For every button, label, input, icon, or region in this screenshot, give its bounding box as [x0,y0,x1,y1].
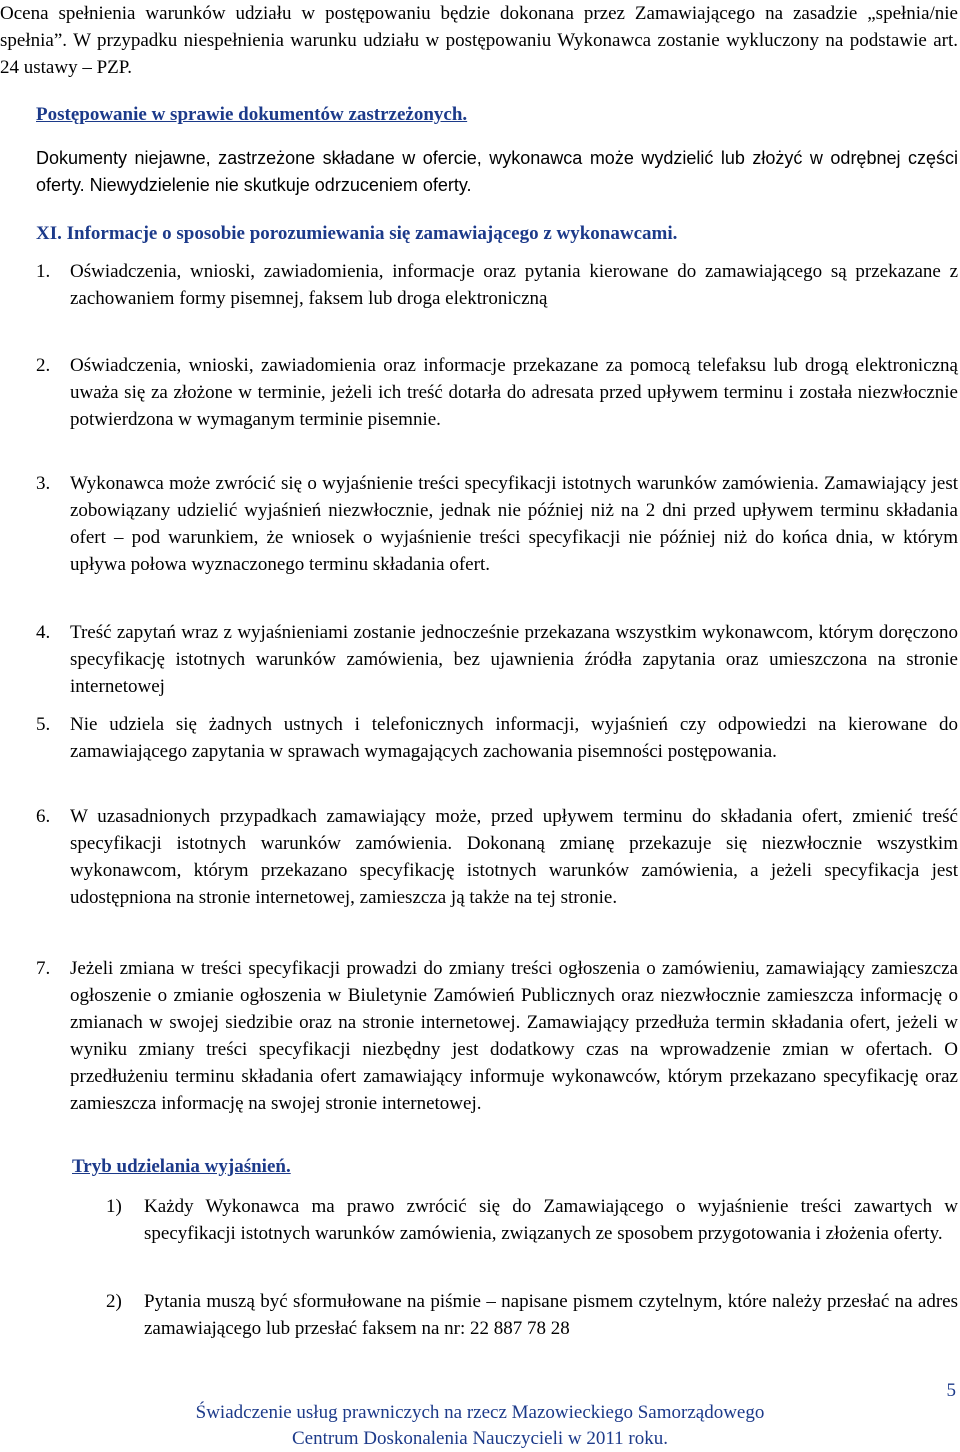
list-item-6 [36,803,958,911]
confidential-heading: Postępowanie w sprawie dokumentów zastrzeżonych. [36,104,468,125]
list-item-5 [36,711,958,765]
list-item-number: 4. [36,622,51,643]
tryb-heading: Tryb udzielania wyjaśnień. [72,1156,291,1177]
list-item-text: Treść zapytań wraz z wyjaśnieniami zostanie jednocześnie przekazana wszystkim wykonawcom, którym doręczono specyfikację istotnych warunków zamówienia, bez ujawnienia źródła zapytania oraz umieszczona na stronie internetowej [70,622,958,697]
list-item-4 [36,619,958,700]
sub-item-2 [106,1288,958,1342]
list-item-text: Oświadczenia, wnioski, zawiadomienia, informacje oraz pytania kierowane do zamawiającego są przekazane z zachowaniem formy pisemnej, faksem lub droga elektroniczną [70,261,958,309]
sub-item-text: Każdy Wykonawca ma prawo zwrócić się do Zamawiającego o wyjaśnienie treści zawartych w specyfikacji istotnych warunków zamówienia, związanych ze sposobem przygotowania i złożenia oferty. [144,1196,958,1244]
list-item-text: Oświadczenia, wnioski, zawiadomienia oraz informacje przekazane za pomocą telefaksu lub drogą elektroniczną uważa się za złożone w terminie, jeżeli ich treść dotarła do adresata przed upływem terminu i została niezwłocznie potwierdzona w wymaganym terminie pisemnie. [70,355,958,430]
list-item-text: Nie udziela się żadnych ustnych i telefonicznych informacji, wyjaśnień czy odpowiedzi na kierowane do zamawiającego zapytania w sprawach wymagających zachowania pisemności postępowania. [70,714,958,762]
page-number: 5 [946,1380,956,1401]
list-item-3 [36,470,958,578]
confidential-body: Dokumenty niejawne, zastrzeżone składane w ofercie, wykonawca może wydzielić lub złożyć w odrębnej części oferty. Niewydzielenie nie skutkuje odrzuceniem oferty. [36,148,958,195]
confidential-text [36,145,958,199]
list-item-1 [36,258,958,312]
list-item-2 [36,352,958,433]
sub-item-1 [106,1193,958,1247]
list-item-number: 2. [36,355,51,376]
sub-item-number: 2) [106,1291,122,1312]
section-xi-heading: XI. Informacje o sposobie porozumiewania się zamawiającego z wykonawcami. [36,223,678,244]
list-item-number: 7. [36,958,51,979]
list-item-text: Wykonawca może zwrócić się o wyjaśnienie treści specyfikacji istotnych warunków zamówienia. Zamawiający jest zobowiązany udzielić wyjaśnień niezwłocznie, jednak nie później niż na 2 dni przed upływem terminu składania ofert – pod warunkiem, że wniosek o wyjaśnienie treści specyfikacji nie później niż do końca dnia, w którym upływa połowa wyznaczonego terminu składania ofert. [70,473,958,575]
list-item-text: Jeżeli zmiana w treści specyfikacji prowadzi do zmiany treści ogłoszenia o zamówieniu, zamawiający zamieszcza ogłoszenie o zmianie ogłoszenia w Biuletynie Zamówień Publicznych oraz niezwłocznie zamieszcza informację o zmianach w swojej siedzibie oraz na stronie internetowej. Zamawiający przedłuża termin składania ofert, jeżeli w wyniku zmiany treści specyfikacji niezbędny jest dodatkowy czas na wprowadzenie zmian w ofertach. O przedłużeniu terminu składania ofert zamawiający informuje wykonawców, którym przekazano specyfikację oraz zamieszcza informację na swojej stronie internetowej. [70,958,958,1114]
list-item-number: 1. [36,261,51,282]
sub-item-text: Pytania muszą być sformułowane na piśmie – napisane pismem czytelnym, które należy przesłać na adres zamawiającego lub przesłać faksem na nr: 22 887 78 28 [144,1291,958,1339]
list-item-text: W uzasadnionych przypadkach zamawiający może, przed upływem terminu do składania ofert, zmienić treść specyfikacji istotnych warunków zamówienia. Dokonaną zmianę przekazuje się niezwłocznie wszystkim wykonawcom, którym przekazano specyfikację istotnych warunków zamówienia, a jeżeli specyfikacja jest udostępniona na stronie internetowej, zamieszcza ją także na tej stronie. [70,806,958,908]
sub-item-number: 1) [106,1196,122,1217]
footer-line-2: Centrum Doskonalenia Nauczycieli w 2011 roku. [291,1428,669,1449]
footer-line-1: Świadczenie usług prawniczych na rzecz Mazowieckiego Samorządowego [195,1402,765,1423]
list-item-number: 3. [36,473,51,494]
list-item-number: 5. [36,714,51,735]
list-item-7 [36,955,958,1117]
intro-paragraph: Ocena spełnienia warunków udziału w postępowaniu będzie dokonana przez Zamawiającego na zasadzie „spełnia/nie spełnia”. W przypadku niespełnienia warunku udziału w postępowaniu Wykonawca zostanie wykluczony na podstawie art. 24 ustawy – PZP. [0,3,958,78]
list-item-number: 6. [36,806,51,827]
